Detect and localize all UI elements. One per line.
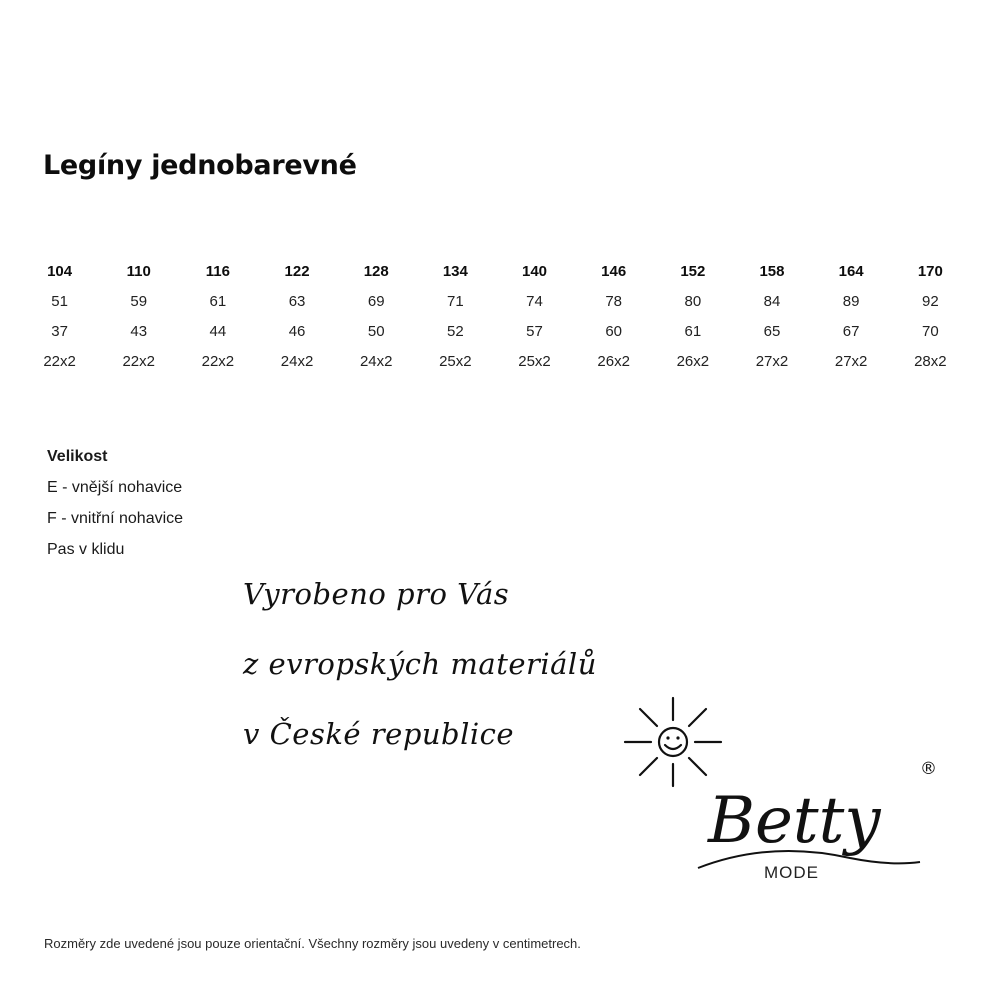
size-header: 128 bbox=[363, 262, 389, 280]
table-cell: 80 bbox=[684, 292, 702, 310]
table-cell: 71 bbox=[447, 292, 464, 310]
size-header: 116 bbox=[205, 262, 230, 280]
table-cell: 63 bbox=[288, 292, 306, 310]
slogan-line: z evropských materiálů bbox=[243, 647, 597, 681]
table-cell: 60 bbox=[605, 322, 623, 340]
table-cell: 25x2 bbox=[439, 352, 472, 370]
table-cell: 59 bbox=[130, 292, 148, 310]
table-cell: 89 bbox=[842, 292, 860, 310]
legend-item: F - vnitřní nohavice bbox=[47, 510, 184, 527]
table-cell: 78 bbox=[605, 292, 623, 310]
table-cell: 61 bbox=[684, 322, 702, 340]
footnote: Rozměry zde uvedené jsou pouze orientační. Všechny rozměry jsou uvedeny v centimetrech. bbox=[44, 936, 581, 951]
size-header: 170 bbox=[917, 262, 943, 280]
size-header: 158 bbox=[759, 262, 785, 280]
table-cell: 70 bbox=[922, 322, 939, 340]
slogan-line: Vyrobeno pro Vás bbox=[243, 577, 510, 611]
betty-mode-logo bbox=[620, 690, 960, 890]
table-cell: 37 bbox=[51, 322, 68, 340]
size-header: 146 bbox=[601, 262, 627, 280]
table-row bbox=[20, 316, 970, 346]
table-cell: 27x2 bbox=[755, 352, 789, 370]
table-cell: 25x2 bbox=[518, 352, 551, 370]
size-table bbox=[20, 256, 970, 376]
table-cell: 61 bbox=[209, 292, 227, 310]
table-cell: 24x2 bbox=[280, 352, 314, 370]
page-title: Legíny jednobarevné bbox=[43, 150, 357, 181]
table-cell: 22x2 bbox=[201, 352, 235, 370]
size-header: 164 bbox=[838, 262, 864, 280]
size-header: 110 bbox=[126, 262, 151, 280]
sun-smiley-icon bbox=[625, 698, 721, 786]
logo-subtitle: MODE bbox=[764, 863, 819, 882]
table-cell: 43 bbox=[130, 322, 148, 340]
table-cell: 22x2 bbox=[43, 352, 76, 370]
slogan-line: v České republice bbox=[243, 717, 515, 751]
legend-item: E - vnější nohavice bbox=[47, 479, 183, 496]
logo-graphic bbox=[620, 690, 960, 890]
table-cell: 50 bbox=[367, 322, 385, 340]
table-cell: 27x2 bbox=[834, 352, 868, 370]
legend-heading: Velikost bbox=[47, 448, 108, 465]
table-cell: 74 bbox=[526, 292, 543, 310]
table-cell: 44 bbox=[209, 322, 227, 340]
table-cell: 57 bbox=[526, 322, 543, 340]
size-header-row bbox=[20, 256, 970, 286]
table-cell: 65 bbox=[763, 322, 781, 340]
size-legend bbox=[47, 446, 183, 570]
logo-wordmark: Betty bbox=[708, 784, 881, 858]
table-cell: 22x2 bbox=[122, 352, 155, 370]
table-cell: 28x2 bbox=[914, 352, 947, 370]
table-cell: 51 bbox=[51, 292, 68, 310]
size-header: 152 bbox=[680, 262, 706, 280]
size-header: 122 bbox=[284, 262, 310, 280]
table-cell: 26x2 bbox=[676, 352, 710, 370]
table-cell: 46 bbox=[288, 322, 306, 340]
table-cell: 69 bbox=[367, 292, 385, 310]
table-row bbox=[20, 286, 970, 316]
table-cell: 52 bbox=[447, 322, 464, 340]
legend-item: Pas v klidu bbox=[47, 541, 125, 558]
size-header: 134 bbox=[442, 262, 468, 280]
table-cell: 24x2 bbox=[359, 352, 393, 370]
size-header: 104 bbox=[47, 262, 73, 280]
table-cell: 84 bbox=[763, 292, 781, 310]
table-cell: 26x2 bbox=[597, 352, 630, 370]
slogan bbox=[243, 572, 597, 782]
size-header: 140 bbox=[522, 262, 548, 280]
table-row bbox=[20, 346, 970, 376]
registered-mark: ® bbox=[920, 759, 937, 779]
table-cell: 67 bbox=[842, 322, 860, 340]
table-cell: 92 bbox=[922, 292, 939, 310]
